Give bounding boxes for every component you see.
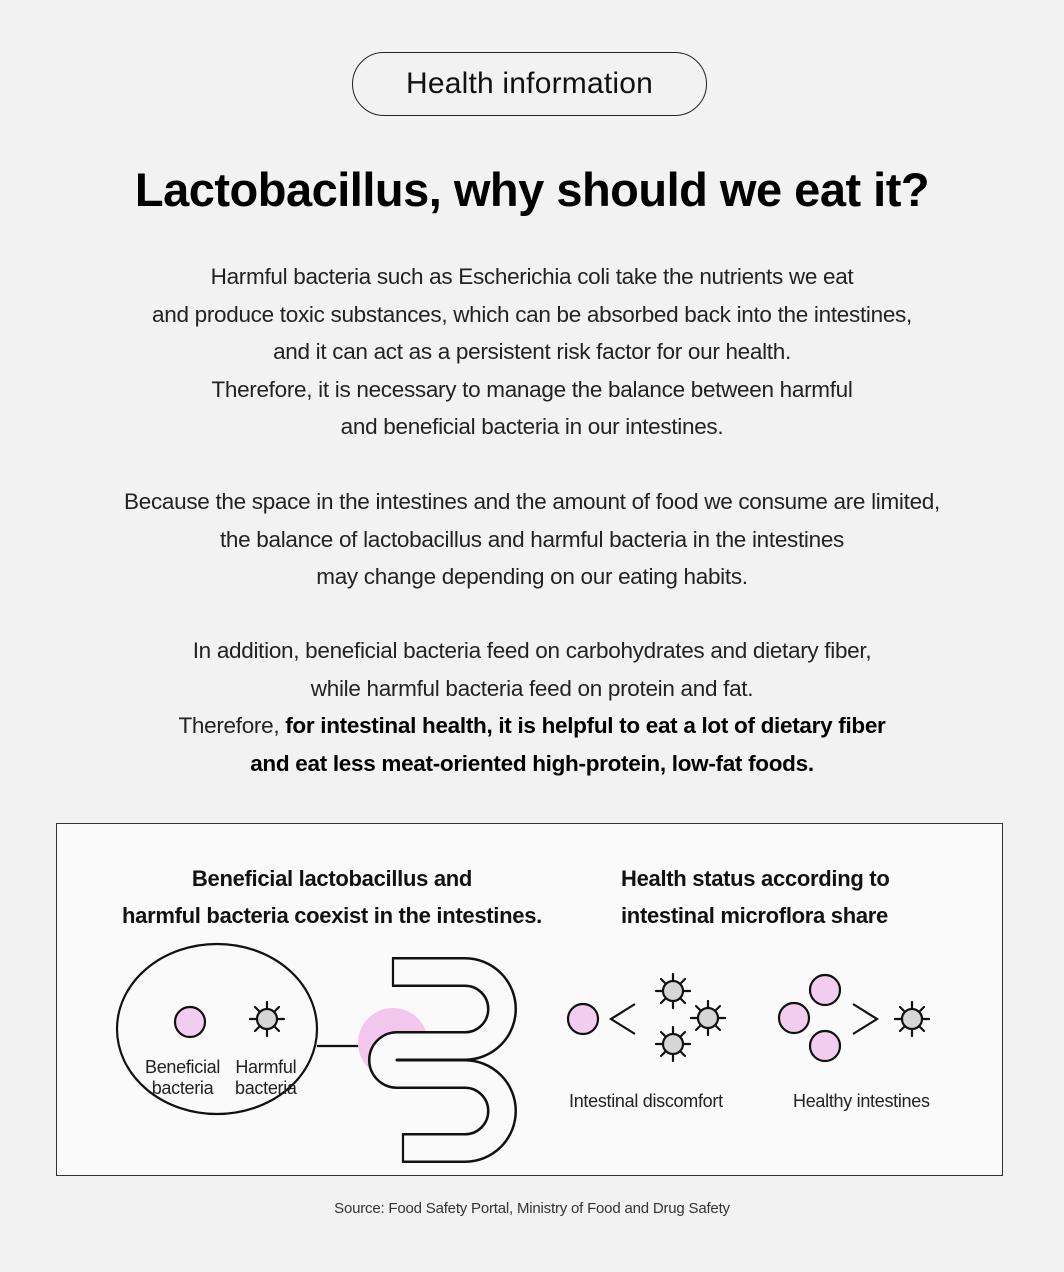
beneficial-bacteria-icon bbox=[175, 1007, 205, 1037]
paragraph-line: and beneficial bacteria in our intestines. bbox=[340, 414, 724, 439]
heading-line: Health status according to bbox=[621, 866, 890, 891]
paragraph-3 bbox=[0, 632, 1064, 782]
harmful-bacteria-icon bbox=[250, 1002, 284, 1036]
paragraph-text: Therefore, bbox=[178, 713, 286, 738]
label-line: bacteria bbox=[235, 1078, 297, 1098]
heading-line: intestinal microflora share bbox=[621, 903, 888, 928]
beneficial-bacteria-icon bbox=[568, 1004, 598, 1034]
beneficial-bacteria-icon bbox=[810, 1031, 840, 1061]
paragraph-line: Harmful bacteria such as Escherichia coli take the nutrients we eat bbox=[210, 264, 854, 289]
paragraph-line: the balance of lactobacillus and harmful bacteria in the intestines bbox=[219, 526, 845, 552]
beneficial-bacteria-icon bbox=[810, 975, 840, 1005]
heading-line: Beneficial lactobacillus and bbox=[191, 866, 473, 891]
infographic-panel bbox=[56, 823, 1003, 1176]
paragraph-line-mixed bbox=[0, 707, 1064, 745]
label-line: Beneficial bbox=[145, 1057, 221, 1077]
category-badge-label: Health information bbox=[405, 67, 654, 100]
less-than-icon bbox=[611, 1004, 635, 1034]
page-title: Lactobacillus, why should we eat it? bbox=[134, 163, 930, 216]
paragraph-1 bbox=[0, 258, 1064, 446]
infographic-diagram bbox=[57, 824, 1004, 1177]
beneficial-bacteria-icon bbox=[779, 1003, 809, 1033]
paragraph-line bbox=[0, 745, 1064, 783]
paragraph-line: In addition, beneficial bacteria feed on carbohydrates and dietary fiber, bbox=[192, 638, 872, 663]
paragraph-line: while harmful bacteria feed on protein and fat. bbox=[310, 675, 754, 701]
paragraph-line: and it can act as a persistent risk factor for our health. bbox=[273, 339, 791, 364]
harmful-bacteria-label bbox=[235, 1057, 297, 1099]
greater-than-icon bbox=[853, 1004, 877, 1034]
paragraph-bold-text: for intestinal health, it is helpful to eat a lot of dietary fiber bbox=[285, 713, 886, 738]
heading-line: harmful bacteria coexist in the intestines. bbox=[122, 903, 542, 928]
label-line: bacteria bbox=[151, 1078, 214, 1098]
harmful-bacteria-icon bbox=[656, 1027, 690, 1061]
source-citation: Source: Food Safety Portal, Ministry of Food and Drug Safety bbox=[334, 1200, 730, 1217]
label-line: Harmful bbox=[235, 1057, 297, 1077]
paragraph-line: may change depending on our eating habits. bbox=[316, 564, 748, 589]
intestinal-discomfort-label: Intestinal discomfort bbox=[569, 1091, 723, 1111]
intestine-icon bbox=[383, 972, 502, 1148]
paragraph-bold-text: and eat less meat-oriented high-protein, low-fat foods. bbox=[250, 750, 814, 776]
beneficial-bacteria-label bbox=[145, 1057, 220, 1099]
harmful-bacteria-icon bbox=[691, 1001, 725, 1035]
harmful-bacteria-icon bbox=[656, 974, 690, 1008]
paragraph-line: and produce toxic substances, which can be absorbed back into the intestines, bbox=[152, 301, 912, 327]
harmful-bacteria-icon bbox=[895, 1002, 929, 1036]
paragraph-line: Because the space in the intestines and the amount of food we consume are limited, bbox=[124, 489, 940, 514]
paragraph-line: Therefore, it is necessary to manage the balance between harmful bbox=[211, 376, 853, 402]
healthy-intestines-label: Healthy intestines bbox=[793, 1091, 930, 1111]
category-badge bbox=[352, 52, 707, 116]
paragraph-2 bbox=[0, 483, 1064, 596]
